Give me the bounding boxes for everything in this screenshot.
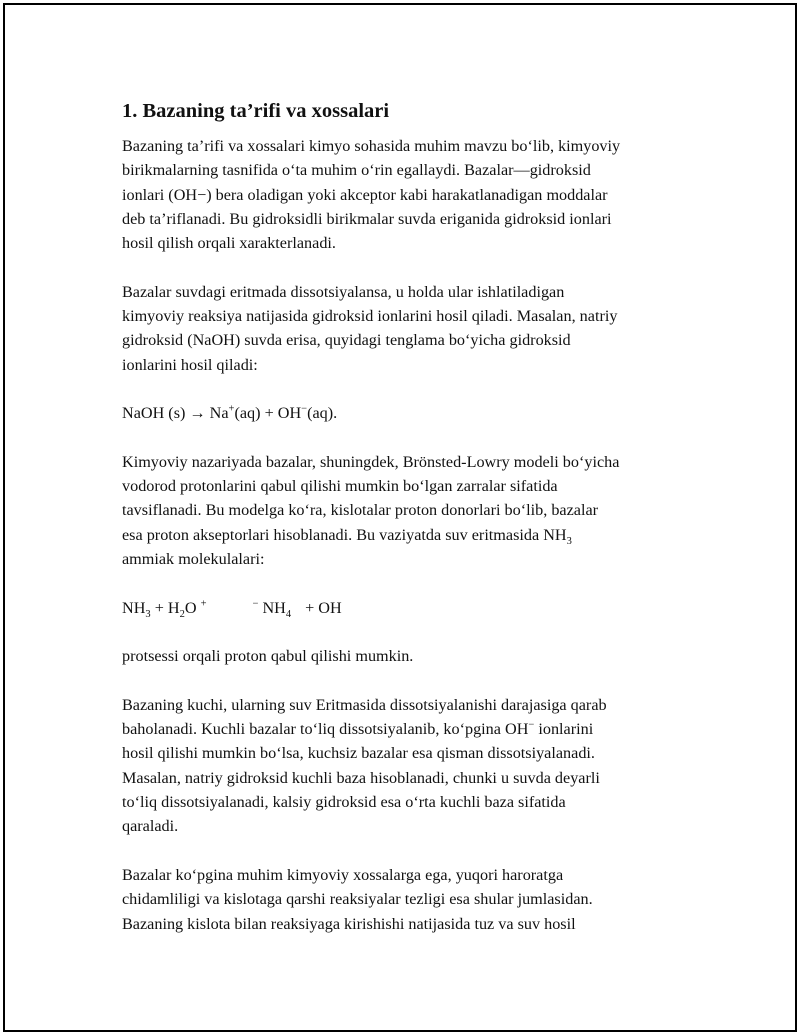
text-line: hosil qilishi mumkin bo‘lsa, kuchsiz bazalar esa qisman dissotsiyalanadi. — [122, 744, 595, 763]
text-line: kimyoviy reaksiya natijasida gidroksid ionlarini hosil qiladi. Masalan, natriy — [122, 307, 618, 326]
text-line: Masalan, natriy gidroksid kuchli baza hisoblanadi, chunki u suvda deyarli — [122, 768, 600, 787]
text-line: Bazalar ko‘pgina muhim kimyoviy xossalarga ega, yuqori haroratga — [122, 865, 564, 884]
eq-h2o-sup: + — [200, 598, 207, 610]
text-line: esa proton akseptorlari hisoblanadi. Bu vaziyatda suv eritmasida NH — [122, 525, 567, 544]
text-line: deb ta’riflanadi. Bu gidroksidli birikmalar suvda eriganida gidroksid ionlari — [122, 209, 612, 228]
paragraph-bronsted — [122, 450, 702, 571]
subscript: 3 — [566, 535, 572, 547]
eq-naoh-right: (aq). — [307, 404, 338, 423]
eq-nh3-sub: 3 — [145, 608, 151, 620]
text-line: to‘liq dissotsiyalanadi, kalsiy gidroksid esa o‘rta kuchli baza sifatida — [122, 793, 566, 812]
paragraph-properties — [122, 863, 702, 936]
text-line: Bazaning kislota bilan reaksiyaga kirishishi natijasida tuz va suv hosil — [122, 914, 576, 933]
eq-h2o-h: + H — [150, 598, 180, 617]
eq-nh3: NH — [122, 598, 146, 617]
eq-h2o-o: O — [184, 598, 197, 617]
text-line: Bazalar suvdagi eritmada dissotsiyalansa, u holda ular ishlatiladigan — [122, 282, 565, 301]
superscript: − — [528, 719, 535, 731]
eq-h2o-sub: 2 — [179, 608, 185, 620]
section-heading: 1. Bazaning ta’rifi va xossalari — [122, 100, 390, 122]
text-line-tail: ionlarini — [534, 720, 594, 739]
text-line: hosil qilish orqali xarakterlanadi. — [122, 234, 336, 253]
page-frame — [3, 3, 797, 1032]
eq-minus-sup: − — [252, 598, 259, 610]
equation-naoh — [122, 401, 702, 425]
text-line: baholanadi. Kuchli bazalar to‘liq dissotsiyalanib, ko‘pgina OH — [122, 720, 529, 739]
text-line: gidroksid (NaOH) suvda erisa, quyidagi tenglama bo‘yicha gidroksid — [122, 331, 571, 350]
text-line: birikmalarning tasnifida o‘ta muhim o‘rin egallaydi. Bazalar—gidroksid — [122, 161, 591, 180]
paragraph-strength — [122, 693, 702, 839]
eq-naoh-left: NaOH (s) → Na — [122, 404, 229, 423]
eq-naoh-sup-plus: + — [228, 403, 235, 415]
eq-naoh-mid: (aq) + OH — [234, 404, 302, 423]
equation-ammonia — [122, 596, 702, 620]
text-line: ionlari (OH−) bera oladigan yoki akceptor kabi harakatlanadigan moddalar — [122, 185, 608, 204]
eq-nh4: NH — [258, 598, 286, 617]
text-line: chidamliligi va kislotaga qarshi reaksiyalar tezligi esa shular jumlasidan. — [122, 890, 593, 909]
document-body — [122, 97, 702, 960]
text-line: Bazaning ta’rifi va xossalari kimyo sohasida muhim mavzu bo‘lib, kimyoviy — [122, 137, 621, 155]
eq-nh4-sub: 4 — [285, 608, 292, 620]
paragraph-protsessi — [122, 644, 702, 668]
text-line: protsessi orqali proton qabul qilishi mumkin. — [122, 647, 414, 666]
text-line: ionlarini hosil qiladi: — [122, 355, 258, 374]
text-line: Kimyoviy nazariyada bazalar, shuningdek, Brönsted-Lowry modeli bo‘yicha — [122, 452, 620, 471]
text-line: vodorod protonlarini qabul qilishi mumkin bo‘lgan zarralar sifatida — [122, 477, 558, 496]
paragraph-definition — [122, 134, 702, 255]
eq-oh: + OH — [305, 598, 342, 617]
text-line: ammiak molekulalari: — [122, 550, 265, 569]
eq-naoh-sup-minus: − — [301, 403, 308, 415]
text-line: tavsiflanadi. Bu modelga ko‘ra, kislotalar proton donorlari bo‘lib, bazalar — [122, 501, 599, 520]
text-line: Bazaning kuchi, ularning suv Eritmasida dissotsiyalanishi darajasiga qarab — [122, 695, 607, 714]
text-line: qaraladi. — [122, 817, 179, 836]
paragraph-dissociation — [122, 280, 702, 377]
